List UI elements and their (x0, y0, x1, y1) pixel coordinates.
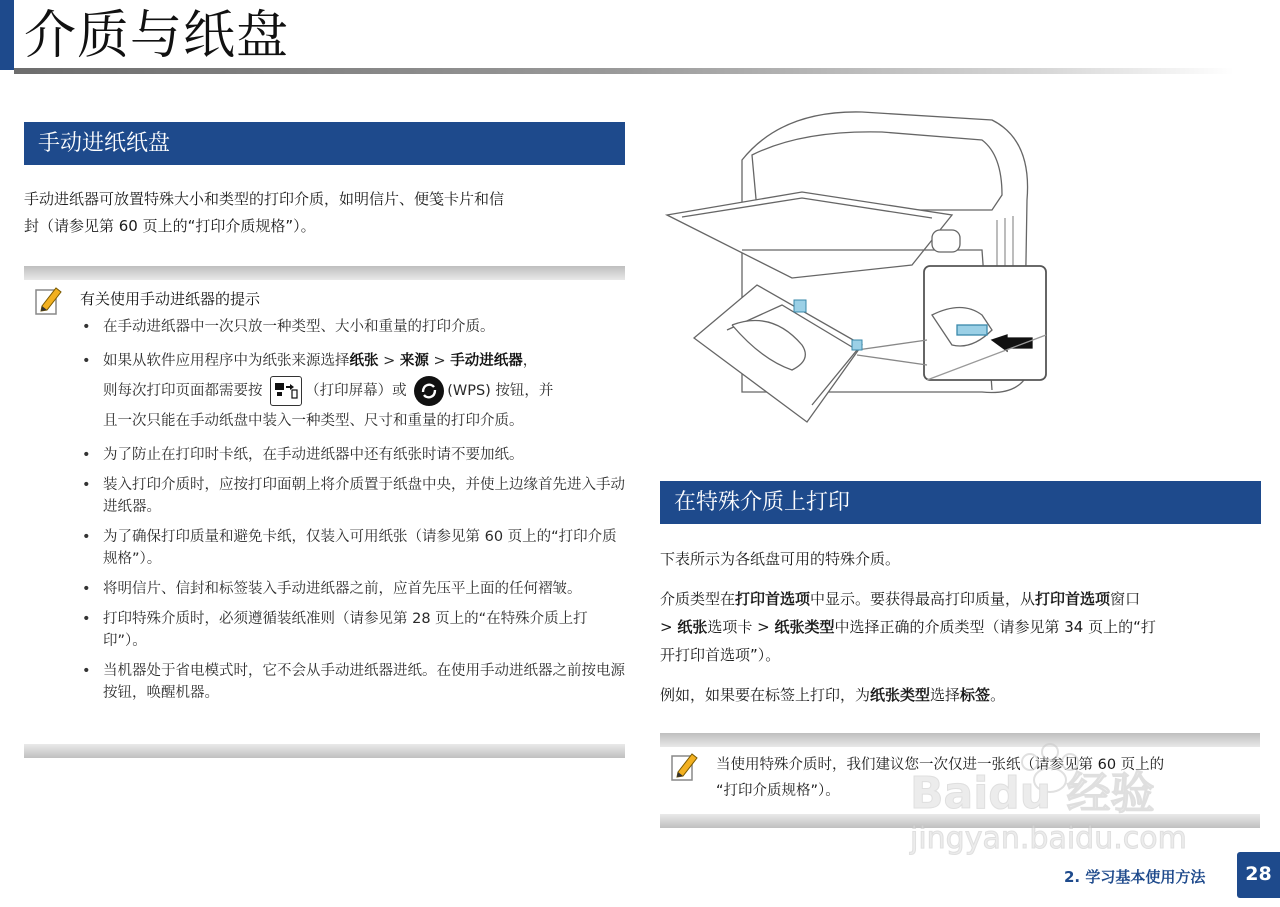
note-pencil-icon (34, 284, 64, 316)
page-number: 28 (1237, 852, 1280, 898)
text-span: > (660, 618, 678, 636)
section-header-manual-tray: 手动进纸纸盘 (24, 122, 625, 165)
menu-paper-type: 纸张类型 (774, 618, 835, 636)
menu-paper-type: 纸张类型 (870, 686, 931, 704)
note-box-bottom-rule (24, 744, 625, 758)
note-line-1: 当使用特殊介质时，我们建议您一次仅进一张纸（请参见第 60 页上的 (716, 757, 1165, 773)
menu-paper-tab: 纸张 (677, 618, 708, 636)
list-item-complex (80, 346, 625, 436)
note-line-2: “打印介质规格”）。 (716, 783, 840, 799)
text-span: 选择 (930, 686, 961, 704)
menu-print-preferences: 打印首选项 (735, 590, 811, 608)
note-heading: 有关使用手动进纸器的提示 (80, 290, 261, 308)
menu-path-paper: 纸张 (349, 353, 379, 369)
menu-print-preferences: 打印首选项 (1035, 590, 1111, 608)
text-span: (WPS) 按钮，并 (447, 383, 554, 399)
text-span: 窗口 (1110, 590, 1141, 608)
list-item: • 为了确保打印质量和避免卡纸，仅装入可用纸张（请参见第 60 页上的“打印介质规格”）。 (80, 526, 625, 570)
list-item: • 在手动进纸器中一次只放一种类型、大小和重量的打印介质。 (80, 316, 625, 338)
text-span: 则每次打印页面都需要按 (103, 383, 263, 399)
menu-path-source: 来源 (399, 353, 429, 369)
list-item: • 为了防止在打印时卡纸，在手动进纸器中还有纸张时请不要加纸。 (80, 444, 625, 466)
list-item: • 打印特殊介质时，必须遵循装纸准则（请参见第 28 页上的“在特殊介质上打印”）。 (80, 608, 625, 652)
option-label: 标签 (960, 686, 991, 704)
baidu-watermark-logo (900, 740, 1220, 860)
special-media-p1: 下表所示为各纸盘可用的特殊介质。 (660, 550, 901, 568)
text-span: 选项卡 > (707, 618, 775, 636)
text-span: 且一次只能在手动纸盘中装入一种类型、尺寸和重量的打印介质。 (103, 413, 524, 429)
watermark-text-1: Baidu 经验 (910, 768, 1155, 819)
tips-list (80, 316, 625, 712)
text-span: 例如，如果要在标签上打印，为 (660, 686, 871, 704)
text-span: ， (522, 353, 538, 369)
wps-button-icon (414, 376, 444, 406)
print-screen-button-icon (270, 376, 302, 406)
section-header-special-media: 在特殊介质上打印 (660, 481, 1261, 524)
text-span: 介质类型在 (660, 590, 736, 608)
intro-line-2: 封（请参见第 60 页上的“打印介质规格”）。 (24, 217, 316, 235)
title-divider (14, 68, 1234, 74)
header-accent-bar (0, 0, 14, 70)
manual-tray-intro (24, 186, 625, 240)
separator: > (378, 353, 400, 369)
text-span: 。 (990, 686, 1006, 704)
note-pencil-icon (670, 750, 700, 782)
list-item: • 装入打印介质时，应按打印面朝上将介质置于纸盘中央，并使上边缘首先进入手动进纸器。 (80, 474, 625, 518)
text-span: 如果从软件应用程序中为纸张来源选择 (103, 353, 350, 369)
page-title: 介质与纸盘 (24, 6, 290, 66)
special-media-p2 (660, 585, 1260, 669)
chapter-link[interactable]: 2. 学习基本使用方法 (1064, 868, 1206, 886)
watermark-text-2: jingyan.baidu.com (910, 821, 1187, 856)
printer-manual-tray-illustration (662, 100, 1062, 430)
text-span: （打印屏幕）或 (305, 383, 407, 399)
text-span: 中显示。要获得最高打印质量，从 (810, 590, 1036, 608)
list-item: • 将明信片、信封和标签装入手动进纸器之前，应首先压平上面的任何褶皱。 (80, 578, 625, 600)
intro-line-1: 手动进纸器可放置特殊大小和类型的打印介质，如明信片、便笺卡片和信 (24, 190, 505, 208)
text-span: 中选择正确的介质类型（请参见第 34 页上的“打 (834, 618, 1156, 636)
text-span: 开打印首选项”）。 (660, 646, 781, 664)
note-box-top-rule (24, 266, 625, 280)
menu-path-manual-feeder: 手动进纸器 (450, 353, 523, 369)
separator: > (428, 353, 451, 369)
special-media-p3 (660, 682, 1260, 709)
list-item: • 当机器处于省电模式时，它不会从手动进纸器进纸。在使用手动进纸器之前按电源按钮，唤醒机器。 (80, 660, 625, 704)
